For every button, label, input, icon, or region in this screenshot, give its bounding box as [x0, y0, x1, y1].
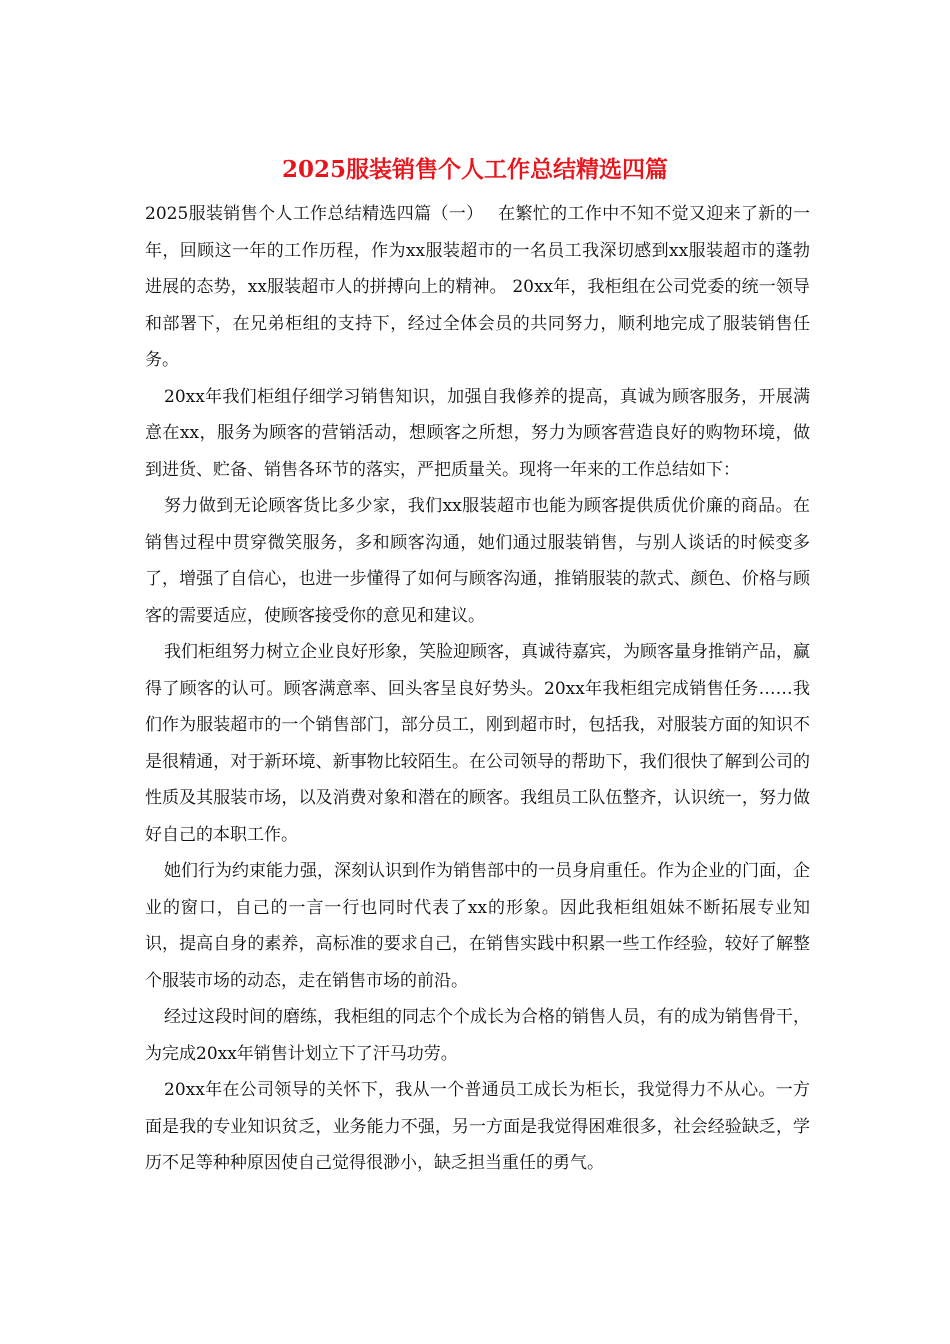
paragraph-2: 20xx年我们柜组仔细学习销售知识，加强自我修养的提高，真诚为顾客服务，开展满意在xx，服务为顾客的营销活动，想顾客之所想，努力为顾客营造良好的购物环境，做到进货、贮备、销售各环节的落实，严把质量关。现将一年来的工作总结如下： [145, 386, 810, 480]
paragraph-3: 努力做到无论顾客货比多少家，我们xx服装超市也能为顾客提供质优价廉的商品。在销售过程中贯穿微笑服务，多和顾客沟通，她们通过服装销售，与别人谈话的时候变多了，增强了自信心，也进一步懂得了如何与顾客沟通，推销服装的款式、颜色、价格与顾客的需要适应，使顾客接受你的意见和建议。 [145, 496, 810, 626]
paragraph-7: 20xx年在公司领导的关怀下，我从一个普通员工成长为柜长，我觉得力不从心。一方面是我的专业知识贫乏，业务能力不强，另一方面是我觉得困难很多，社会经验缺乏，学历不足等种种原因使自己觉得很渺小，缺乏担当重任的勇气。 [145, 1080, 810, 1173]
document-body [145, 196, 810, 1182]
paragraph-5: 她们行为约束能力强，深刻认识到作为销售部中的一员身肩重任。作为企业的门面，企业的窗口，自己的一言一行也同时代表了xx的形象。因此我柜组姐妹不断拓展专业知识，提高自身的素养，高标准的要求自己，在销售实践中积累一些工作经验，较好了解整个服装市场的动态，走在销售市场的前沿。 [145, 861, 810, 991]
paragraph-6: 经过这段时间的磨练，我柜组的同志个个成长为合格的销售人员，有的成为销售骨干，为完成20xx年销售计划立下了汗马功劳。 [145, 1007, 810, 1064]
document-title: 2025服装销售个人工作总结精选四篇 [281, 156, 668, 183]
paragraph-4: 我们柜组努力树立企业良好形象，笑脸迎顾客，真诚待嘉宾，为顾客量身推销产品，赢得了顾客的认可。顾客满意率、回头客呈良好势头。20xx年我柜组完成销售任务……我们作为服装超市的一个销售部门，部分员工，刚到超市时，包括我，对服装方面的知识不是很精通，对于新环境、新事物比较陌生。在公司领导的帮助下，我们很快了解到公司的性质及其服装市场，以及消费对象和潜在的顾客。我组员工队伍整齐，认识统一，努力做好自己的本职工作。 [145, 642, 810, 845]
paragraph-1: 2025服装销售个人工作总结精选四篇（一） 在繁忙的工作中不知不觉又迎来了新的一年，回顾这一年的工作历程，作为xx服装超市的一名员工我深切感到xx服装超市的蓬勃进展的态势，xx服装超市人的拼搏向上的精神。 20xx年，我柜组在公司党委的统一领导和部署下，在兄弟柜组的支持下，经过全体会员的共同努力，顺利地完成了服装销售任务。 [145, 204, 810, 370]
